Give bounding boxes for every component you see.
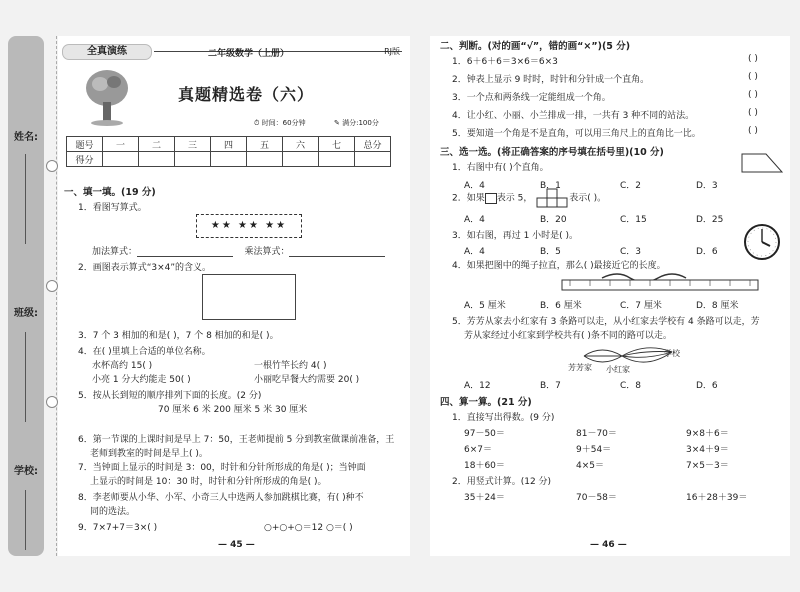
addition-row — [92, 244, 385, 257]
s3-q3-opt[interactable]: D．6 — [696, 247, 718, 257]
score-header-cell: 四 — [211, 137, 247, 152]
s1-q8b: 同的选法。 — [90, 507, 136, 517]
judge-answer[interactable]: ( ) — [748, 54, 758, 64]
clock-icon — [742, 222, 782, 262]
s1-q2: 2．画图表示算式“3×4”的含义。 — [78, 263, 212, 273]
right-page — [430, 36, 790, 556]
page-header — [58, 42, 410, 60]
score-header-cell: 总分 — [355, 137, 391, 152]
multiplication-label: 乘法算式： — [244, 247, 290, 257]
score-cell[interactable] — [211, 152, 247, 167]
calc-item: 4×5＝ — [576, 461, 604, 471]
judge-answer[interactable]: ( ) — [748, 108, 758, 118]
school-label: 学校 — [664, 349, 680, 358]
s3-q1: 1．右图中有( )个直角。 — [452, 163, 549, 173]
score-cell[interactable] — [319, 152, 355, 167]
judge-answer[interactable]: ( ) — [748, 72, 758, 82]
score-cell[interactable] — [247, 152, 283, 167]
section1-title: 一、填一填。(19 分) — [64, 187, 156, 198]
section4-title: 四、算一算。(21 分) — [440, 397, 532, 408]
s3-q5-opt[interactable]: D．6 — [696, 381, 718, 391]
school-label: 学校: — [14, 466, 38, 477]
left-page — [58, 36, 410, 556]
s3-q1-opt[interactable]: B．1 — [540, 181, 561, 191]
judge-item: 2．钟表上显示 9 时时，时针和分针成一个直角。 — [452, 75, 650, 85]
score-header-cell: 六 — [283, 137, 319, 152]
s1-q4d: 小丽吃早餐大约需要 20( ) — [254, 375, 360, 385]
s3-q4-opt[interactable]: A．5 厘米 — [464, 301, 506, 311]
s3-q3: 3．如右图，再过 1 小时是( )。 — [452, 231, 579, 241]
punch-hole — [46, 160, 58, 172]
s1-q8a: 8．李老师要从小华、小军、小奇三人中选两人参加跳棋比赛，有( )种不 — [78, 493, 364, 503]
marks-text: 满分:100分 — [342, 119, 379, 127]
time-label: ⏱ 时间：60分钟 — [254, 119, 306, 127]
score-header-cell: 三 — [175, 137, 211, 152]
s3-q2-opt[interactable]: C．15 — [620, 215, 647, 225]
s1-q6b: 老师到教室的时间是早上( )。 — [90, 449, 208, 459]
s3-q2 — [452, 188, 606, 208]
name-line — [25, 154, 26, 244]
logo: 全真演练 — [62, 44, 152, 60]
s3-q1-opt[interactable]: C．2 — [620, 181, 642, 191]
calc-item: 9×8＋6＝ — [686, 429, 729, 439]
s3-q2-text: 2．如果 — [452, 193, 485, 204]
s1-q9a: 9．7×7+7＝3×( ) — [78, 523, 158, 533]
s1-q5-items: 70 厘米 6 米 200 厘米 5 米 30 厘米 — [158, 405, 308, 415]
calc-item: 7×5－3＝ — [686, 461, 729, 471]
score-header-cell: 题号 — [67, 137, 103, 152]
ruler-rope-figure — [560, 270, 760, 292]
s3-q2-text: 表示 5， — [496, 193, 533, 204]
punch-hole — [46, 396, 58, 408]
page-number-left: — 45 — — [218, 540, 255, 550]
score-table — [66, 136, 391, 167]
vertical-calc-item: 35＋24＝ — [464, 493, 505, 503]
cube-stack-figure — [535, 188, 569, 208]
calc-item: 81－70＝ — [576, 429, 617, 439]
s3-q5-opt[interactable]: C．8 — [620, 381, 642, 391]
perforation — [48, 36, 57, 556]
home-label: 芳芳家 — [568, 363, 592, 372]
addition-answer-line[interactable] — [137, 256, 233, 257]
name-label: 姓名: — [14, 132, 38, 143]
class-label: 班级: — [14, 308, 38, 319]
edition-label: RJ版 — [384, 47, 400, 56]
s3-q1-opt[interactable]: D．3 — [696, 181, 718, 191]
vertical-calc-item: 70－58＝ — [576, 493, 617, 503]
s3-q1-opt[interactable]: A．4 — [464, 181, 485, 191]
score-row — [67, 152, 391, 167]
school-line — [25, 490, 26, 550]
s3-q5-opt[interactable]: B．7 — [540, 381, 561, 391]
s4-q2: 2．用竖式计算。(12 分) — [452, 477, 552, 487]
s1-q4: 4．在( )里填上合适的单位名称。 — [78, 347, 211, 357]
time-text: 时间：60分钟 — [261, 119, 306, 127]
score-cell[interactable] — [175, 152, 211, 167]
punch-hole — [46, 280, 58, 292]
s3-q4: 4．如果把图中的绳子拉直，那么( )最接近它的长度。 — [452, 261, 666, 271]
score-cell[interactable] — [355, 152, 391, 167]
judge-item: 4．让小红、小丽、小兰排成一排，一共有 3 种不同的站法。 — [452, 111, 695, 121]
friend-label: 小红家 — [606, 365, 630, 374]
drawing-box[interactable] — [202, 274, 296, 320]
score-header-cell: 二 — [139, 137, 175, 152]
trapezoid-figure — [740, 152, 784, 174]
judge-answer[interactable]: ( ) — [748, 90, 758, 100]
s1-q7a: 7．当钟面上显示的时间是 3：00，时针和分针所形成的角是( )；当钟面 — [78, 463, 366, 473]
exam-title: 真题精选卷（六） — [178, 85, 315, 104]
stars-picture: ★★ ★★ ★★ — [196, 214, 302, 238]
s3-q2-opt[interactable]: D．25 — [696, 215, 724, 225]
s1-q4b: 一根竹竿长约 4( ) — [254, 361, 327, 371]
score-cell[interactable] — [283, 152, 319, 167]
score-row-label: 得分 — [67, 152, 103, 167]
s4-q1: 1．直接写出得数。(9 分) — [452, 413, 555, 423]
calc-item: 6×7＝ — [464, 445, 492, 455]
judge-item: 3．一个点和两条线一定能组成一个角。 — [452, 93, 611, 103]
s3-q4-opt[interactable]: D．8 厘米 — [696, 301, 739, 311]
addition-label: 加法算式： — [92, 247, 138, 257]
score-cell[interactable] — [103, 152, 139, 167]
grade-title: 二年级数学（上册） — [208, 49, 290, 59]
score-header-row — [67, 137, 391, 152]
calc-item: 3×4＋9＝ — [686, 445, 729, 455]
tree-icon — [84, 66, 130, 126]
s3-q2-text: 表示( )。 — [569, 193, 607, 204]
s1-q9b: ○+○+○＝12 ○＝( ) — [264, 523, 353, 533]
s3-q2-opt[interactable]: B．20 — [540, 215, 567, 225]
binding-strip — [8, 36, 44, 556]
judge-item: 5．要知道一个角是不是直角，可以用三角尺上的直角比一比。 — [452, 129, 701, 139]
judge-item: 1．6＋6＋6＝3×6＝6×3 — [452, 57, 558, 67]
calc-item: 9＋54＝ — [576, 445, 612, 455]
square-icon — [485, 193, 497, 204]
score-header-cell: 五 — [247, 137, 283, 152]
s3-q5-opt[interactable]: A．12 — [464, 381, 491, 391]
s3-q2-opt[interactable]: A．4 — [464, 215, 485, 225]
s1-q5: 5．按从长到短的顺序排列下面的长度。(2 分) — [78, 391, 262, 401]
vertical-calc-item: 16＋28＋39＝ — [686, 493, 748, 503]
section2-title: 二、判断。(对的画“√”，错的画“×”)(5 分) — [440, 41, 631, 52]
s3-q4-opt[interactable]: B．6 厘米 — [540, 301, 582, 311]
score-header-cell: 一 — [103, 137, 139, 152]
s1-q3: 3．7 个 3 相加的和是( )，7 个 8 相加的和是( )。 — [78, 331, 279, 341]
s3-q3-opt[interactable]: A．4 — [464, 247, 485, 257]
s1-q1: 1．看图写算式。 — [78, 203, 147, 213]
class-line — [25, 332, 26, 422]
s1-q7b: 上显示的时间是 10：30 时，时针和分针所形成的角是( )。 — [90, 477, 327, 487]
calc-item: 97－50＝ — [464, 429, 505, 439]
page-number-right: — 46 — — [590, 540, 627, 550]
s3-q4-opt[interactable]: C．7 厘米 — [620, 301, 662, 311]
s3-q5a: 5．芳芳从家去小红家有 3 条路可以走，从小红家去学校有 4 条路可以走，芳 — [452, 317, 760, 327]
multiplication-answer-line[interactable] — [289, 256, 385, 257]
section3-title: 三、选一选。(将正确答案的序号填在括号里)(10 分) — [440, 147, 664, 158]
s1-q6a: 6．第一节课的上课时间是早上 7：50，王老师提前 5 分到教室做课前准备，王 — [78, 435, 395, 445]
score-header-cell: 七 — [319, 137, 355, 152]
s3-q3-opt[interactable]: C．3 — [620, 247, 642, 257]
calc-item: 18＋60＝ — [464, 461, 505, 471]
s3-q5b: 芳从家经过小红家到学校共有( )条不同的路可以走。 — [464, 331, 672, 341]
judge-answer[interactable]: ( ) — [748, 126, 758, 136]
score-cell[interactable] — [139, 152, 175, 167]
s1-q4a: 水杯高约 15( ) — [92, 361, 153, 371]
s3-q3-opt[interactable]: B．5 — [540, 247, 561, 257]
marks-label: ✎ 满分:100分 — [334, 119, 379, 127]
s1-q4c: 小亮 1 分大约能走 50( ) — [92, 375, 191, 385]
